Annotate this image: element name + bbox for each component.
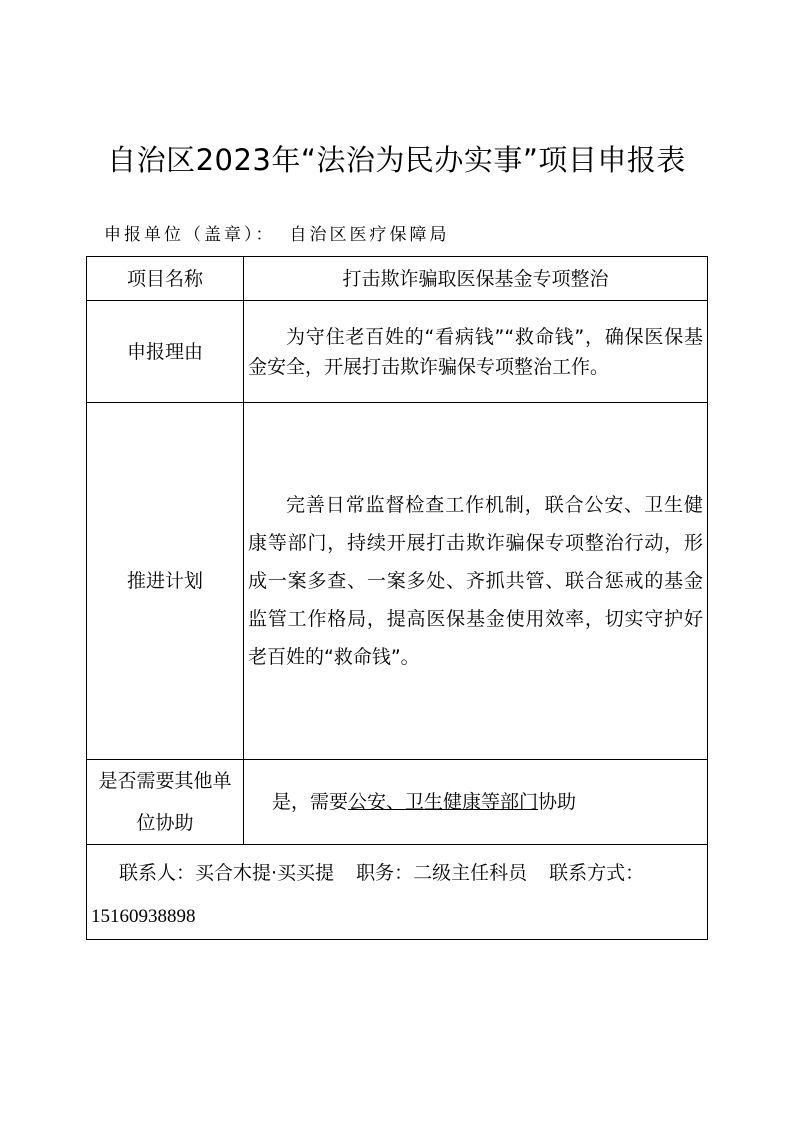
assistance-suffix: 协助 (538, 791, 577, 813)
contact-line (91, 851, 703, 895)
contact-phone: 15160938898 (91, 906, 196, 927)
assistance-departments: 公安、卫生健康等部门 (348, 791, 539, 813)
contact-person-label: 联系人： (119, 862, 196, 884)
row-reason (87, 301, 708, 403)
assistance-label: 是否需要其他单位协助 (87, 760, 244, 845)
contact-position-label: 职务： (356, 862, 414, 884)
assistance-value (244, 760, 708, 845)
reason-label: 申报理由 (87, 301, 244, 403)
contact-cell (87, 845, 708, 940)
plan-value: 完善日常监督检查工作机制，联合公安、卫生健康等部门，持续开展打击欺诈骗保专项整治行动，形成一案多查、一案多处、齐抓共管、联合惩戒的基金监管工作格局，提高医保基金使用效率，切实守护好老百姓的“救命钱”。 (244, 403, 708, 760)
contact-position: 二级主任科员 (413, 862, 528, 884)
reporting-unit-value: 自治区医疗保障局 (289, 225, 450, 245)
row-project-name (87, 257, 708, 301)
application-form-table (86, 256, 708, 940)
assistance-prefix: 是，需要 (272, 791, 349, 813)
plan-label: 推进计划 (87, 403, 244, 760)
row-assistance (87, 760, 708, 845)
project-name-value: 打击欺诈骗取医保基金专项整治 (244, 257, 708, 301)
row-contact (87, 845, 708, 940)
row-plan (87, 403, 708, 760)
reason-value: 为守住老百姓的“看病钱”“救命钱”，确保医保基金安全，开展打击欺诈骗保专项整治工作。 (244, 301, 708, 403)
form-title: 自治区2023年“法治为民办实事”项目申报表 (107, 143, 686, 177)
contact-phone-label: 联系方式： (549, 862, 645, 884)
project-name-label: 项目名称 (87, 257, 244, 301)
contact-person: 买合木提·买买提 (195, 862, 335, 884)
reporting-unit (104, 222, 450, 248)
reporting-unit-label: 申报单位（盖章）： (104, 225, 276, 245)
